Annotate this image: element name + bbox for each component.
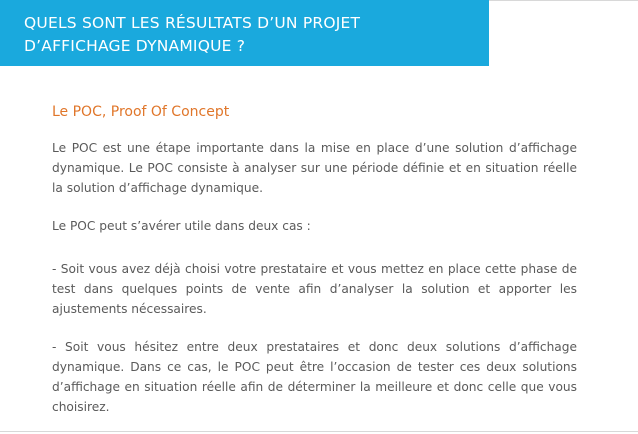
paragraph-intro: Le POC est une étape importante dans la mise en place d’une solution d’affichage dynamique. Le POC consiste à analyser sur une période définie et en situation réelle la solution d’affichage dynamique. [52,141,577,195]
section-heading: Le POC, Proof Of Concept [52,104,230,120]
paragraph-case-two: - Soit vous hésitez entre deux prestataires et donc deux solutions d’affichage dynamique. Dans ce cas, le POC peut être l’occasion de tester ces deux solutions d’affichage en situation réelle afin de déterminer la meilleure et donc celle que vous choisirez. [52,340,577,414]
top-divider [489,0,638,1]
paragraph-cases-intro: Le POC peut s’avérer utile dans deux cas : [52,219,311,233]
page-title: QUELS SONT LES RÉSULTATS D’UN PROJET D’AFFICHAGE DYNAMIQUE ? [24,14,361,55]
header-band [0,0,489,66]
bottom-divider [0,431,638,432]
paragraph-case-one: - Soit vous avez déjà choisi votre prestataire et vous mettez en place cette phase de test dans quelques points de vente afin d’analyser la solution et apporter les ajustements nécessaires. [52,262,577,316]
